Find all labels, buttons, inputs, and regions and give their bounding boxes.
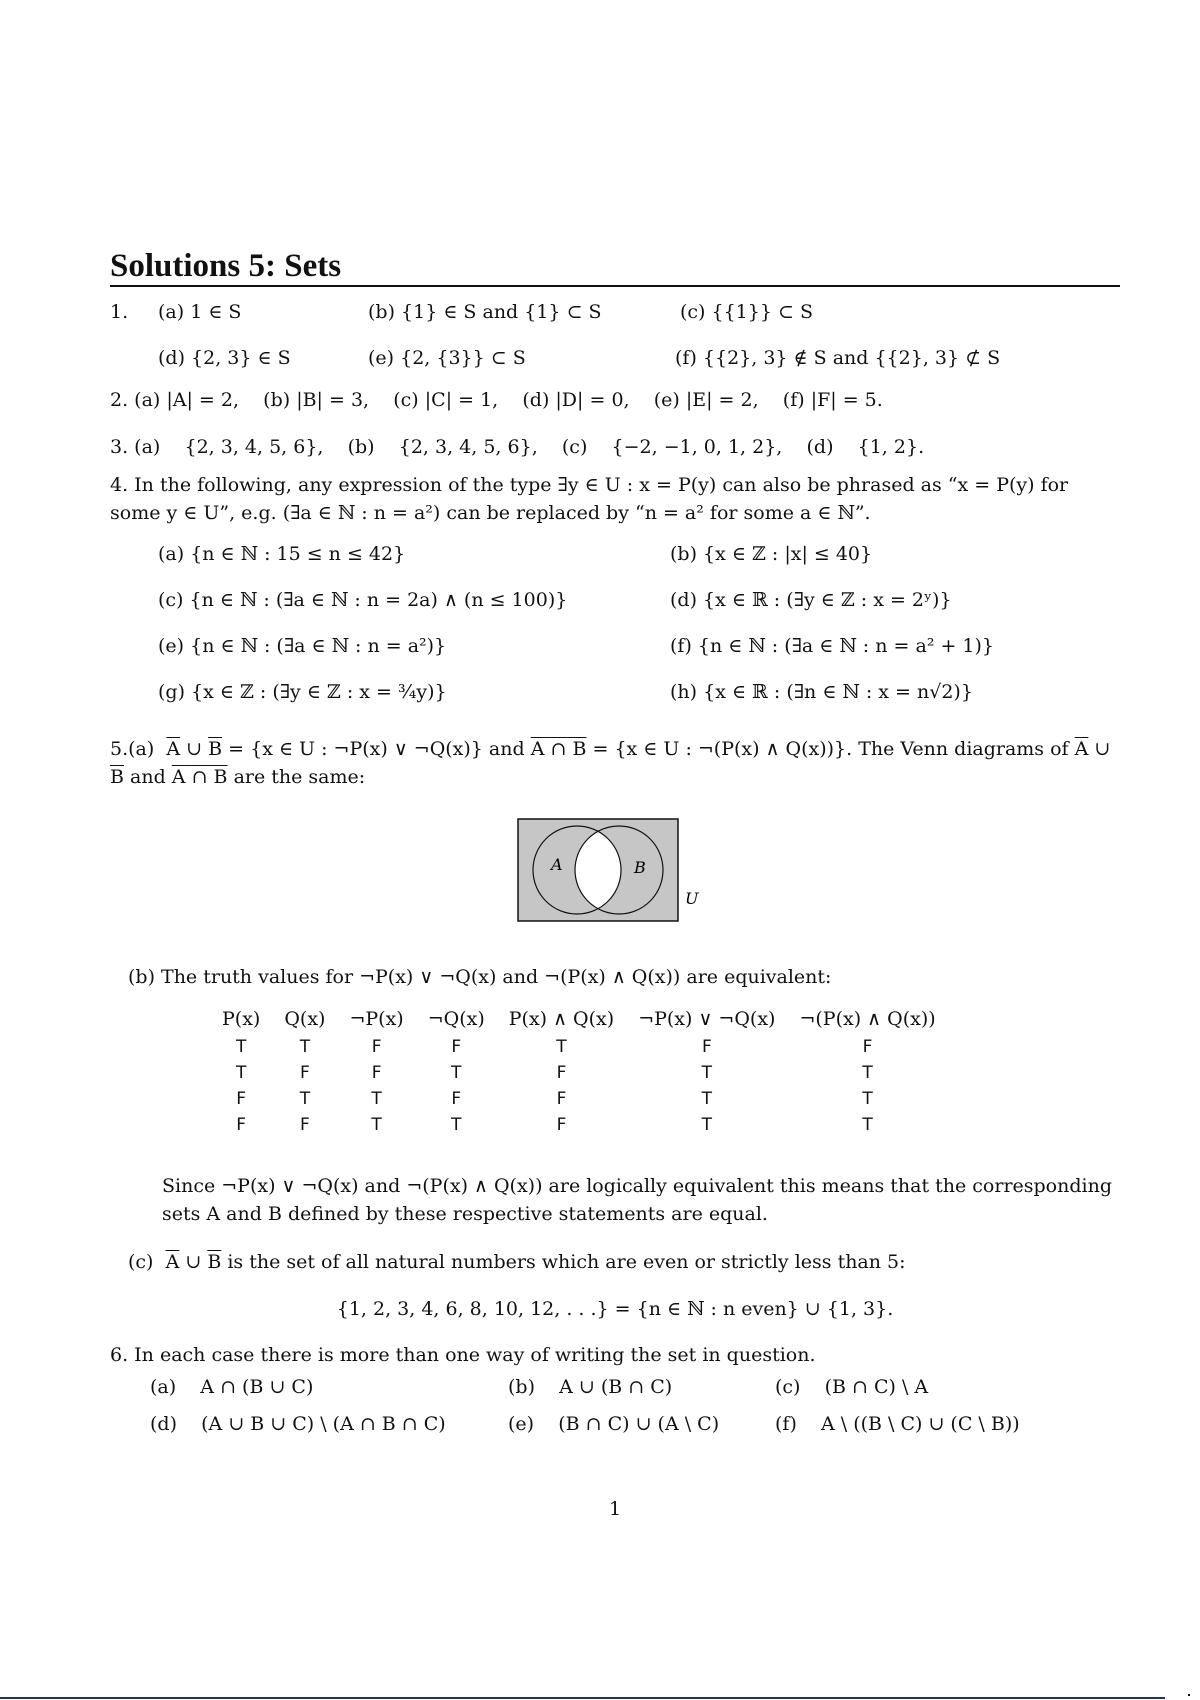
q3-answers: 3. (a) {2, 3, 4, 5, 6}, (b) {2, 3, 4, 5, 6}, (c) {−2, −1, 0, 1, 2}, (d) {1, 2}. — [110, 436, 925, 458]
q4-c: (c) {n ∈ ℕ : (∃a ∈ ℕ : n = 2a) ∧ (n ≤ 100)} — [158, 589, 568, 611]
q4-f: (f) {n ∈ ℕ : (∃a ∈ ℕ : n = a² + 1)} — [670, 635, 995, 657]
q5-c-abar: $\overline{A}$ — [165, 1251, 180, 1273]
q5-a-set2: = {x ∈ U : ¬(P(x) ∧ Q(x))}. The Venn diagrams of — [592, 738, 1069, 760]
tt-cell: F — [701, 1037, 712, 1057]
tt-header: ¬Q(x) — [427, 1008, 485, 1030]
q5-a-intersection2 — [172, 766, 228, 788]
truth-table-header — [210, 1004, 948, 1034]
q5-a-int-b: B — [572, 738, 587, 760]
tt-cell: T — [701, 1089, 713, 1109]
truth-table — [210, 1004, 948, 1138]
q5-c-bbar: $\overline{B}$ — [207, 1251, 222, 1273]
q4-b: (b) {x ∈ ℤ : |x| ≤ 40} — [670, 543, 873, 565]
q2-answers: 2. (a) |A| = 2, (b) |B| = 3, (c) |C| = 1, (d) |D| = 0, (e) |E| = 2, (f) |F| = 5. — [110, 389, 883, 411]
tt-cell: F — [300, 1115, 310, 1135]
tt-cell: T — [299, 1089, 311, 1109]
q4-a: (a) {n ∈ ℕ : 15 ≤ n ≤ 42} — [158, 543, 406, 565]
q5-a-union2: ∪ — [1094, 738, 1111, 760]
q5-a-int2-b: B — [213, 766, 228, 788]
q5-a-end: are the same: — [233, 766, 366, 788]
q5-c-union: ∪ — [185, 1251, 202, 1273]
tt-cell: F — [556, 1089, 567, 1109]
q4-e: (e) {n ∈ ℕ : (∃a ∈ ℕ : n = a²)} — [158, 635, 447, 657]
q5-a-abar2: $\overline{A}$ — [1074, 738, 1089, 760]
tt-header: P(x) — [222, 1008, 261, 1030]
q1-e: (e) {2, {3}} ⊂ S — [368, 347, 526, 369]
q5-a-intersection — [531, 738, 587, 760]
q5-a-abar: $\overline{A}$ — [166, 738, 181, 760]
paper-page — [110, 0, 1120, 1700]
tt-cell: T — [299, 1037, 311, 1057]
tt-cell: T — [701, 1063, 713, 1083]
q1-c: (c) {{1}} ⊂ S — [680, 301, 813, 323]
q4-intro: 4. In the following, any expression of the type ∃y ∈ U : x = P(y) can also be phrased as “x = P(y) for some y ∈ U”, e.g. (∃a ∈ ℕ : n = a²) can be replaced by “n = a² for some a ∈ ℕ”. — [110, 474, 1069, 524]
q6-d: (d) (A ∪ B ∪ C) \ (A ∩ B ∩ C) — [150, 1413, 446, 1435]
tt-cell: F — [451, 1089, 462, 1109]
venn-label-b: B — [634, 858, 646, 877]
q4-d: (d) {x ∈ ℝ : (∃y ∈ ℤ : x = 2ʸ)} — [670, 589, 952, 611]
tt-cell: T — [701, 1115, 713, 1135]
q1-number: 1. — [110, 301, 129, 323]
q1-a: (a) 1 ∈ S — [158, 301, 242, 323]
tt-header: ¬(P(x) ∧ Q(x)) — [799, 1008, 936, 1030]
q1-b: (b) {1} ∈ S and {1} ⊂ S — [368, 301, 602, 323]
tt-cell: F — [451, 1037, 462, 1057]
tt-header: P(x) ∧ Q(x) — [508, 1008, 615, 1030]
q1-d: (d) {2, 3} ∈ S — [158, 347, 291, 369]
tt-cell: F — [556, 1063, 567, 1083]
tt-cell: F — [862, 1037, 873, 1057]
venn-label-u: U — [685, 889, 699, 908]
q5-b-intro: (b) The truth values for ¬P(x) ∨ ¬Q(x) and ¬(P(x) ∧ Q(x)) are equivalent: — [128, 966, 832, 988]
tt-cell: T — [371, 1115, 382, 1135]
tt-cell: T — [451, 1115, 462, 1135]
table-row — [210, 1112, 948, 1138]
table-row — [210, 1086, 948, 1112]
tt-cell: F — [371, 1063, 382, 1083]
page-title: Solutions 5: Sets — [110, 247, 1120, 287]
venn-label-a: A — [551, 855, 563, 874]
q4-g: (g) {x ∈ ℤ : (∃y ∈ ℤ : x = ¾y)} — [158, 681, 447, 703]
tt-cell: F — [236, 1089, 247, 1109]
tt-cell: T — [451, 1063, 462, 1083]
page-number: 1 — [608, 1498, 622, 1520]
q5-b-conclusion: Since ¬P(x) ∨ ¬Q(x) and ¬(P(x) ∧ Q(x)) are logically equivalent this means that the corresponding sets A and B defined by these respective statements are equal. — [162, 1175, 1112, 1225]
q5-a-and: and — [130, 766, 166, 788]
q5-c-formula: {1, 2, 3, 4, 6, 8, 10, 12, . . .} = {n ∈ ℕ : n even} ∪ {1, 3}. — [336, 1298, 894, 1320]
tt-cell: T — [556, 1037, 567, 1057]
tt-cell: T — [235, 1037, 247, 1057]
table-row — [210, 1034, 948, 1060]
tt-cell: T — [371, 1089, 382, 1109]
tt-cell: F — [300, 1063, 310, 1083]
q6-b: (b) A ∪ (B ∩ C) — [508, 1376, 673, 1398]
tt-header: ¬P(x) — [349, 1008, 404, 1030]
q6-a: (a) A ∩ (B ∪ C) — [150, 1376, 314, 1398]
q6-intro: 6. In each case there is more than one way of writing the set in question. — [110, 1344, 816, 1366]
q6-f: (f) A \ ((B \ C) ∪ (C \ B)) — [775, 1413, 1020, 1435]
q5-a-set1: = {x ∈ U : ¬P(x) ∨ ¬Q(x)} and — [228, 738, 525, 760]
q5-a-bbar2: $\overline{B}$ — [110, 766, 124, 788]
q1-f: (f) {{2}, 3} ∉ S and {{2}, 3} ⊄ S — [675, 347, 1001, 369]
venn-diagram — [517, 818, 717, 928]
q5-a-lead: 5.(a) — [110, 738, 155, 760]
tt-cell: T — [862, 1115, 873, 1135]
q5-a-int-sym: ∩ — [550, 738, 567, 760]
q5-c-desc: is the set of all natural numbers which are even or strictly less than 5: — [227, 1251, 906, 1273]
q6-c: (c) (B ∩ C) \ A — [775, 1376, 929, 1398]
tt-header: ¬P(x) ∨ ¬Q(x) — [638, 1008, 776, 1030]
q5-a-int2-a: A — [171, 766, 186, 788]
q5-c-lead: (c) — [128, 1251, 154, 1273]
footer-rule — [0, 1697, 1165, 1699]
tt-cell: T — [862, 1063, 873, 1083]
q5-c-text — [128, 1250, 906, 1274]
footer-dot — [1188, 1694, 1190, 1696]
q5-a-union: ∪ — [186, 738, 203, 760]
q4-h: (h) {x ∈ ℝ : (∃n ∈ ℕ : x = n√2)} — [670, 681, 973, 703]
tt-cell: T — [235, 1063, 247, 1083]
q5-a-int2-sym: ∩ — [191, 766, 208, 788]
q5-a-text — [110, 735, 1120, 791]
tt-cell: F — [371, 1037, 382, 1057]
table-row — [210, 1060, 948, 1086]
q6-e: (e) (B ∩ C) ∪ (A \ C) — [508, 1413, 720, 1435]
tt-cell: T — [862, 1089, 873, 1109]
tt-cell: F — [556, 1115, 567, 1135]
tt-header: Q(x) — [284, 1008, 326, 1030]
tt-cell: F — [236, 1115, 247, 1135]
q5-a-bbar: $\overline{B}$ — [208, 738, 223, 760]
q5-a-int-a: A — [530, 738, 545, 760]
